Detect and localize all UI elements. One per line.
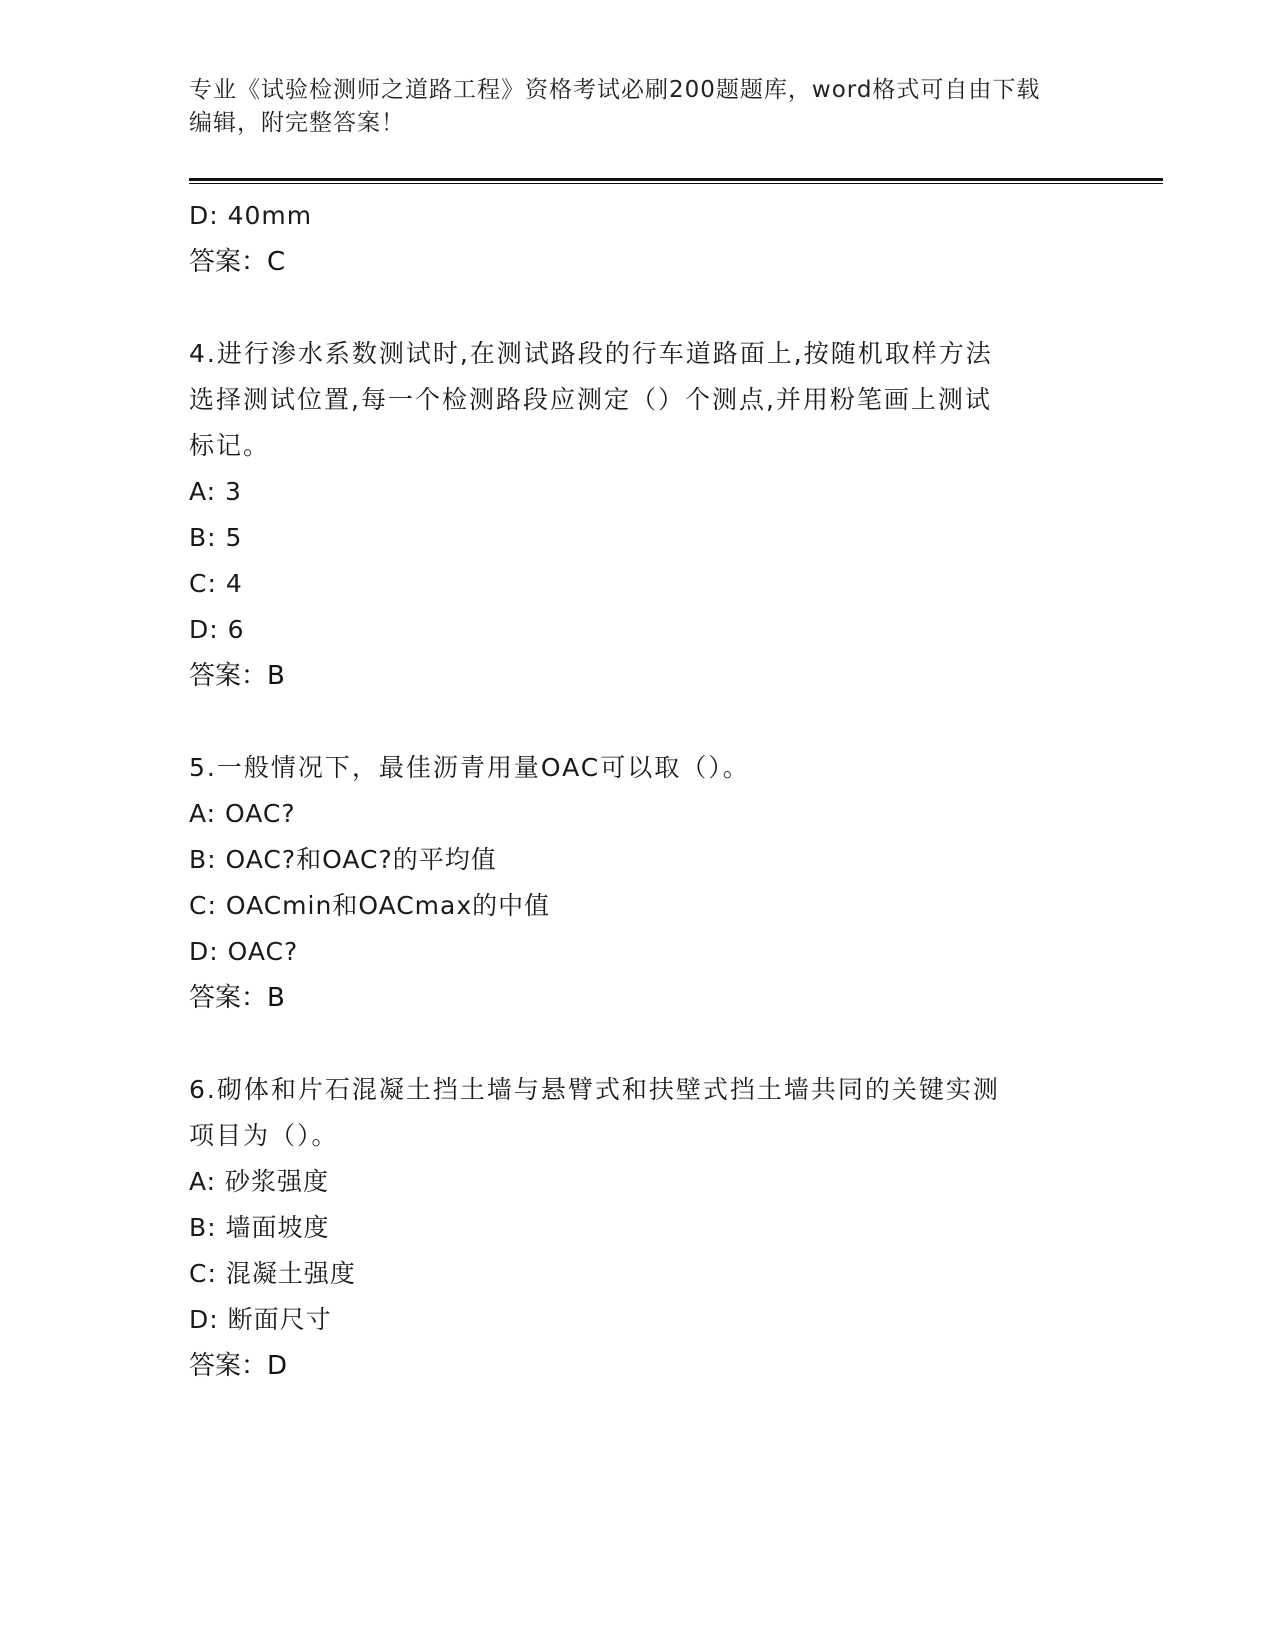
header-divider-thick	[189, 178, 1163, 181]
question-6-option-d: D: 断面尺寸	[189, 1305, 332, 1334]
question-6-option-c: C: 混凝土强度	[189, 1259, 356, 1288]
question-6-option-a: A: 砂浆强度	[189, 1167, 330, 1196]
question-5-text	[189, 745, 1069, 791]
question-5-option-b: B: OAC?和OAC?的平均值	[189, 845, 497, 874]
question-6-option-b: B: 墙面坡度	[189, 1213, 330, 1242]
header-divider-thin	[189, 183, 1163, 184]
question-text-line: 选择测试位置,每一个检测路段应测定（）个测点,并用粉笔画上测试	[189, 385, 992, 414]
question-4-option-d: D: 6	[189, 615, 245, 644]
question-text-line: 6.砌体和片石混凝土挡土墙与悬臂式和扶壁式挡土墙共同的关键实测	[189, 1075, 1000, 1104]
question-5-option-d: D: OAC?	[189, 937, 299, 966]
question-4-option-c: C: 4	[189, 569, 243, 598]
question-5-option-a: A: OAC?	[189, 799, 296, 828]
question-5	[189, 745, 1089, 1021]
question-4-option-a: A: 3	[189, 477, 242, 506]
question-6-text	[189, 1067, 1069, 1159]
spacer	[189, 1021, 1089, 1067]
question-text-line: 5.一般情况下，最佳沥青用量OAC可以取（）。	[189, 753, 750, 782]
question-6-answer: 答案：D	[189, 1351, 288, 1381]
question-text-line: 标记。	[189, 431, 271, 460]
spacer	[189, 699, 1089, 745]
question-5-answer: 答案：B	[189, 983, 285, 1013]
question-text-line: 项目为（）。	[189, 1121, 339, 1150]
question-6	[189, 1067, 1089, 1389]
header-title-line-2: 编辑，附完整答案！	[189, 110, 405, 136]
spacer	[189, 285, 1089, 331]
question-4	[189, 331, 1089, 699]
question-4-text	[189, 331, 1069, 469]
question-4-option-b: B: 5	[189, 523, 243, 552]
question-4-answer: 答案：B	[189, 661, 285, 691]
question-content	[189, 193, 1089, 1389]
prev-answer: 答案：C	[189, 247, 286, 277]
document-header	[189, 74, 1089, 140]
question-5-option-c: C: OACmin和OACmax的中值	[189, 891, 551, 920]
question-text-line: 4.进行渗水系数测试时,在测试路段的行车道路面上,按随机取样方法	[189, 339, 993, 368]
prev-option-d: D: 40mm	[189, 201, 313, 230]
header-title-line-1: 专业《试验检测师之道路工程》资格考试必刷200题题库，word格式可自由下载	[189, 77, 1041, 103]
